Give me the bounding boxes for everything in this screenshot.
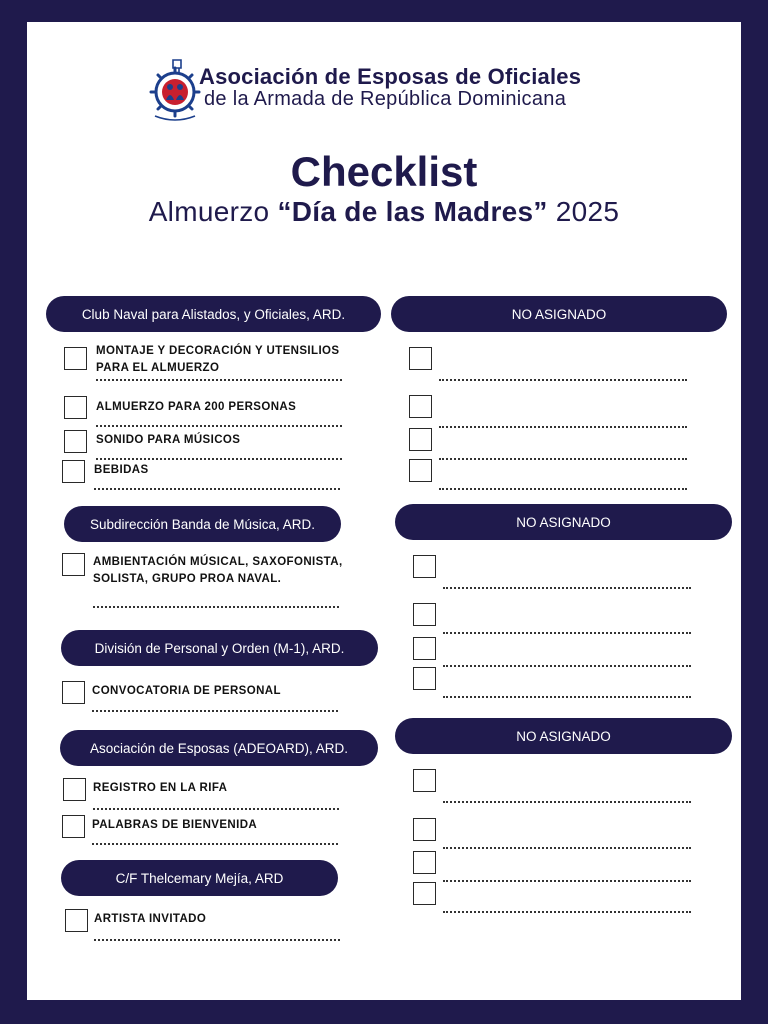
task-line [96,379,342,381]
assign-checkbox[interactable] [409,459,432,482]
task-label: CONVOCATORIA DE PERSONAL [92,685,281,697]
assign-line [443,587,691,589]
task-checkbox[interactable] [64,430,87,453]
section-heading: C/F Thelcemary Mejía, ARD [61,860,338,896]
assign-line [443,911,691,913]
subtitle-prefix: Almuerzo [148,196,278,227]
section-heading: Club Naval para Alistados, y Oficiales, ARD. [46,296,381,332]
task-label: ALMUERZO PARA 200 PERSONAS [96,401,297,413]
task-checkbox[interactable] [62,553,85,576]
task-label: AMBIENTACIÓN MÚSICAL, SAXOFONISTA, SOLISTA, GRUPO PROA NAVAL. [93,556,343,585]
task-checkbox[interactable] [64,396,87,419]
org-name-line1: Asociación de Esposas de Oficiales [199,64,582,89]
task-label: SONIDO PARA MÚSICOS [96,434,241,446]
task-line [93,808,339,810]
assign-line [439,379,687,381]
assign-line [439,488,687,490]
unassigned-heading: NO ASIGNADO [395,718,732,754]
unassigned-heading: NO ASIGNADO [391,296,727,332]
task-line [92,843,338,845]
assign-checkbox[interactable] [413,555,436,578]
assign-checkbox[interactable] [409,428,432,451]
assign-checkbox[interactable] [413,882,436,905]
assign-checkbox[interactable] [413,769,436,792]
task-label: ARTISTA INVITADO [94,913,207,925]
checklist-page [27,22,741,1000]
page-title: Checklist [290,148,478,195]
assign-checkbox[interactable] [409,395,432,418]
task-line [94,488,340,490]
task-label: BEBIDAS [94,464,149,476]
task-checkbox[interactable] [65,909,88,932]
assign-line [443,847,691,849]
task-label: PALABRAS DE BIENVENIDA [92,819,258,831]
assign-checkbox[interactable] [413,851,436,874]
section-heading: División de Personal y Orden (M-1), ARD. [61,630,378,666]
assign-checkbox[interactable] [413,637,436,660]
navy-anchor-emblem-icon [147,58,203,122]
assign-line [439,458,687,460]
task-line [96,425,342,427]
task-label: MONTAJE Y DECORACIÓN Y UTENSILIOS PARA EL ALMUERZO [96,345,340,374]
assign-checkbox[interactable] [409,347,432,370]
assign-line [443,880,691,882]
task-checkbox[interactable] [62,815,85,838]
assign-checkbox[interactable] [413,667,436,690]
task-label: REGISTRO EN LA RIFA [93,782,228,794]
task-checkbox[interactable] [64,347,87,370]
subtitle-suffix: 2025 [547,196,620,227]
task-line [92,710,338,712]
assign-checkbox[interactable] [413,818,436,841]
task-checkbox[interactable] [62,681,85,704]
task-checkbox[interactable] [62,460,85,483]
unassigned-heading: NO ASIGNADO [395,504,732,540]
section-heading: Asociación de Esposas (ADEOARD), ARD. [60,730,378,766]
assign-line [443,801,691,803]
task-line [93,606,339,608]
page-subtitle [27,194,741,230]
task-checkbox[interactable] [63,778,86,801]
org-header [147,58,647,122]
assign-line [443,696,691,698]
org-name-line2: de la Armada de República Dominicana [204,88,567,110]
assign-checkbox[interactable] [413,603,436,626]
task-line [94,939,340,941]
assign-line [443,665,691,667]
section-heading: Subdirección Banda de Música, ARD. [64,506,341,542]
assign-line [439,426,687,428]
subtitle-highlight: “Día de las Madres” [277,196,548,227]
assign-line [443,632,691,634]
task-line [96,458,342,460]
